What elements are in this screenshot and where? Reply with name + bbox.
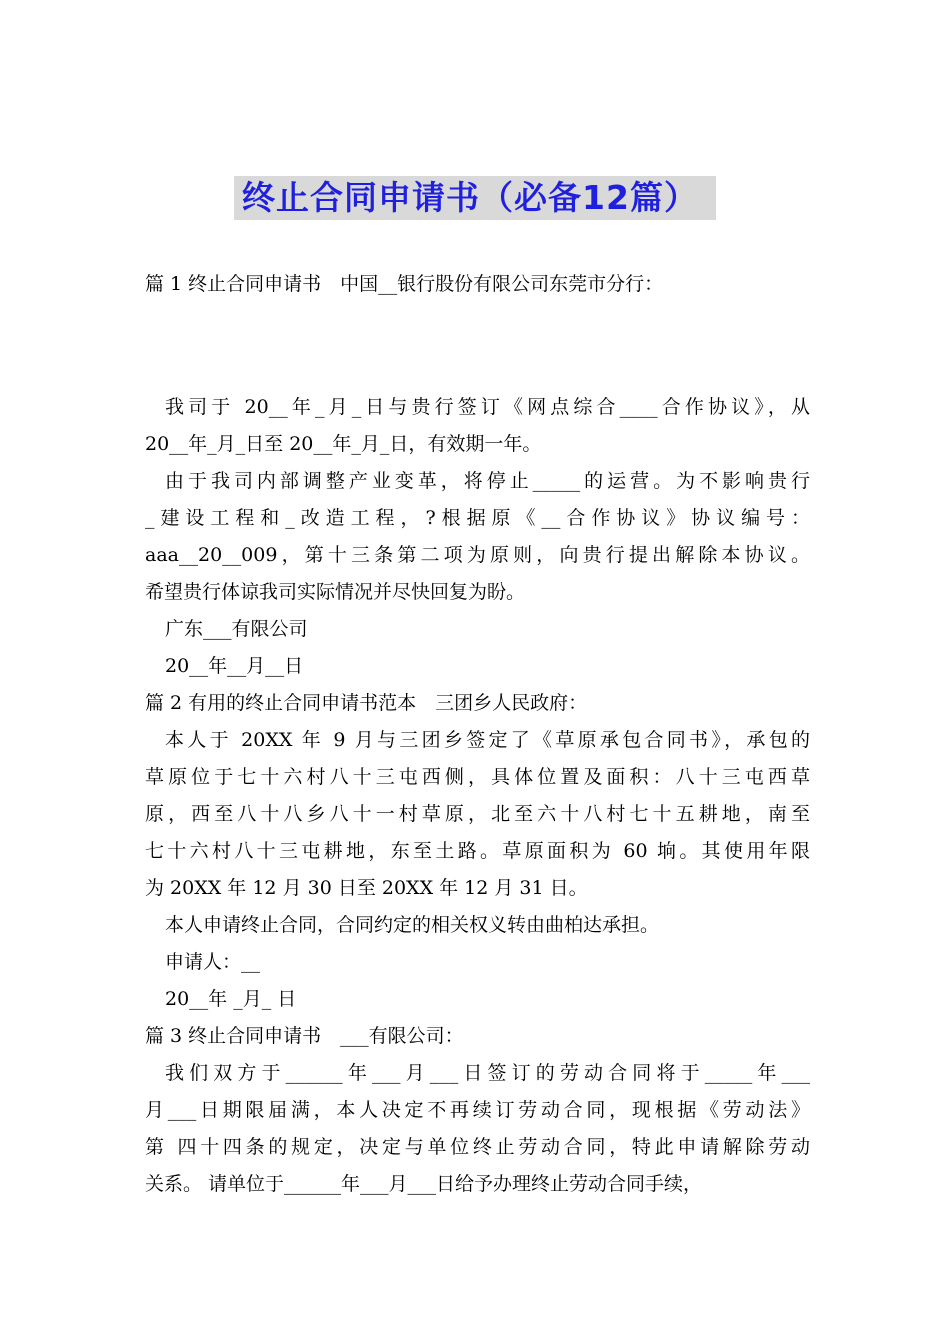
paragraph-line: _建设工程和_改造工程，?根据原《__合作协议》协议编号： xyxy=(145,507,810,529)
paragraph-line: 草原位于七十六村八十三屯西侧，具体位置及面积：八十三屯西草 xyxy=(145,766,810,788)
paragraph-line: 本人于 20XX 年 9 月与三团乡签定了《草原承包合同书》，承包的 xyxy=(165,729,810,751)
paragraph-line: 希望贵行体谅我司实际情况并尽快回复为盼。 xyxy=(145,581,526,603)
signature-company: 广东___有限公司 xyxy=(165,618,308,640)
document-body xyxy=(145,266,810,1203)
paragraph-line: 本人申请终止合同，合同约定的相关权义转由曲柏达承担。 xyxy=(165,914,660,936)
signature-date: 20__年__月__日 xyxy=(165,655,304,677)
paragraph-line: 由于我司内部调整产业变革，将停止_____的运营。为不影响贵行 xyxy=(165,470,810,492)
document-title: 终止合同申请书（必备12篇） xyxy=(234,176,716,220)
title-container xyxy=(0,176,950,220)
paragraph-line: aaa__20__009，第十三条第二项为原则，向贵行提出解除本协议。 xyxy=(145,544,810,566)
section-1-heading: 篇 1 终止合同申请书 中国__银行股份有限公司东莞市分行： xyxy=(145,273,664,295)
section-3-heading: 篇 3 终止合同申请书 ___有限公司： xyxy=(145,1025,464,1047)
paragraph-line: 月___日期限届满，本人决定不再续订劳动合同，现根据《劳动法》 xyxy=(145,1099,810,1121)
paragraph-line: 我司于 20__年_月_日与贵行签订《网点综合____合作协议》，从 xyxy=(165,396,810,418)
blank-spacing xyxy=(145,303,810,389)
paragraph-line: 七十六村八十三屯耕地，东至土路。草原面积为 60 垧。其使用年限 xyxy=(145,840,810,862)
paragraph-line: 第 四十四条的规定，决定与单位终止劳动合同，特此申请解除劳动 xyxy=(145,1136,810,1158)
paragraph-line: 原，西至八十八乡八十一村草原，北至六十八村七十五耕地，南至 xyxy=(145,803,810,825)
signature-date: 20__年 _月_ 日 xyxy=(165,988,297,1010)
paragraph-line: 我们双方于______年___月___日签订的劳动合同将于_____年___ xyxy=(165,1062,810,1084)
paragraph-line: 20__年_月_日至 20__年_月_日，有效期一年。 xyxy=(145,433,542,455)
signature-applicant: 申请人：__ xyxy=(165,951,261,973)
section-2-heading: 篇 2 有用的终止合同申请书范本 三团乡人民政府： xyxy=(145,692,588,714)
paragraph-line: 关系。 请单位于______年___月___日给予办理终止劳动合同手续， xyxy=(145,1173,703,1195)
paragraph-line: 为 20XX 年 12 月 30 日至 20XX 年 12 月 31 日。 xyxy=(145,877,588,899)
